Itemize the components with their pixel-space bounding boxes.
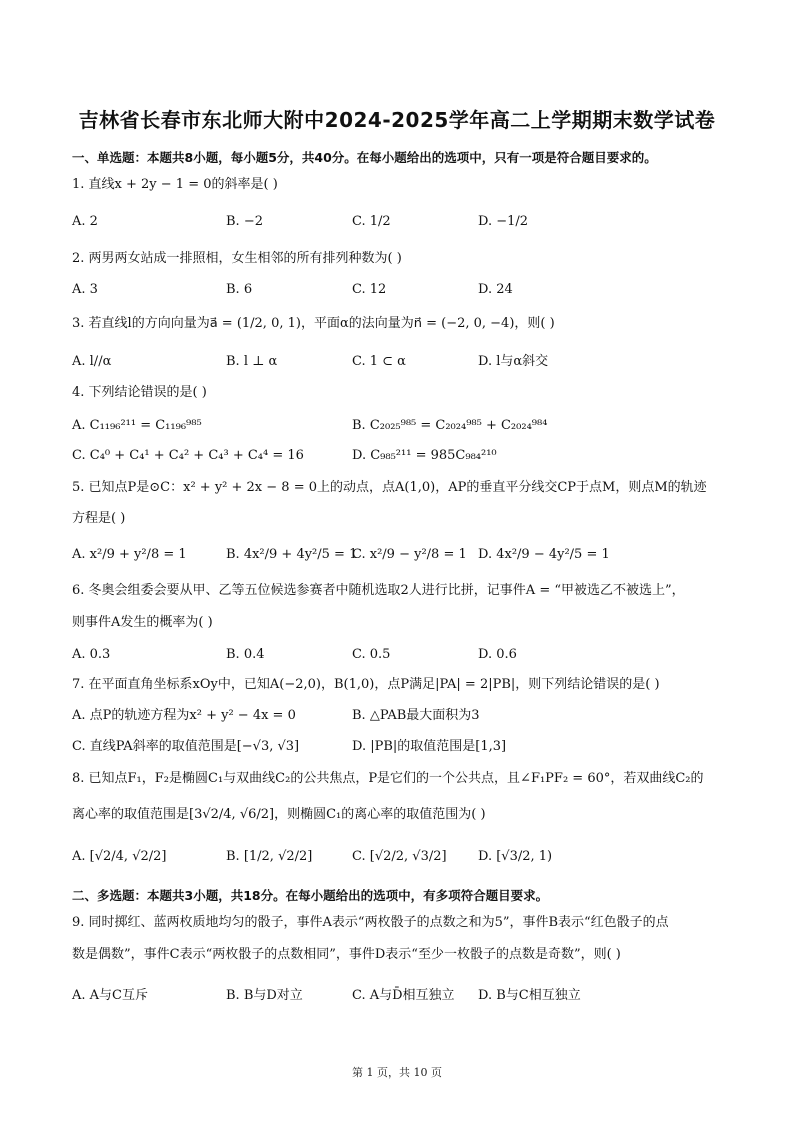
question-7-stem: 7. 在平面直角坐标系xOy中，已知A(−2,0)，B(1,0)，点P满足|PA| = 2|PB|，则下列结论错误的是( ) (72, 677, 660, 692)
question-9-stem-line-2: 数是偶数”，事件C表示“两枚骰子的点数相同”，事件D表示“至少一枚骰子的点数是奇数”，则( ) (72, 947, 621, 962)
exam-title: 吉林省长春市东北师大附中2024-2025学年高二上学期期末数学试卷 (78, 108, 716, 132)
question-8-option-d: D. [√3/2, 1) (478, 849, 553, 864)
question-6-option-d: D. 0.6 (478, 647, 517, 662)
question-7-option-c: C. 直线PA斜率的取值范围是[−√3, √3] (72, 739, 300, 754)
question-6-option-c: C. 0.5 (352, 647, 391, 662)
question-7-option-a: A. 点P的轨迹方程为x² + y² − 4x = 0 (72, 708, 296, 723)
question-4-option-d: D. C₉₈₅²¹¹ = 985C₉₈₄²¹⁰ (352, 448, 497, 463)
question-6-option-a: A. 0.3 (72, 647, 111, 662)
question-5-option-a: A. x²/9 + y²/8 = 1 (72, 547, 187, 562)
question-1-stem: 1. 直线x + 2y − 1 = 0的斜率是( ) (72, 177, 278, 192)
question-5-option-d: D. 4x²/9 − 4y²/5 = 1 (478, 547, 610, 562)
question-8-option-c: C. [√2/2, √3/2] (352, 849, 447, 864)
question-5-stem-line-1: 5. 已知点P是⊙C：x² + y² + 2x − 8 = 0上的动点，点A(1,0)，AP的垂直平分线交CP于点M，则点M的轨迹 (72, 480, 707, 495)
question-3-option-b: B. l ⊥ α (226, 354, 278, 369)
question-4-option-c: C. C₄⁰ + C₄¹ + C₄² + C₄³ + C₄⁴ = 16 (72, 448, 304, 463)
question-6-stem-line-1: 6. 冬奥会组委会要从甲、乙等五位候选参赛者中随机选取2人进行比拼，记事件A = “甲被选乙不被选上”， (72, 583, 685, 598)
question-9-option-a: A. A与C互斥 (72, 988, 148, 1003)
question-3-option-c: C. 1 ⊂ α (352, 354, 406, 369)
question-9-option-d: D. B与C相互独立 (478, 988, 581, 1003)
question-4-option-a: A. C₁₁₉₆²¹¹ = C₁₁₉₆⁹⁸⁵ (72, 418, 202, 433)
page-footer: 第 1 页，共 10 页 (352, 1066, 442, 1079)
question-3-option-d: D. l与α斜交 (478, 354, 549, 369)
section-heading-multi-choice: 二、多选题：本题共3小题，共18分。在每小题给出的选项中，有多项符合题目要求。 (72, 888, 549, 903)
question-2-option-c: C. 12 (352, 282, 387, 297)
question-9-stem-line-1: 9. 同时掷红、蓝两枚质地均匀的骰子，事件A表示“两枚骰子的点数之和为5”，事件B表示“红色骰子的点 (72, 915, 669, 930)
question-1-option-d: D. −1/2 (478, 214, 529, 229)
question-1-option-b: B. −2 (226, 214, 263, 229)
question-8-stem-line-1: 8. 已知点F₁，F₂是椭圆C₁与双曲线C₂的公共焦点，P是它们的一个公共点，且∠F₁PF₂ = 60°，若双曲线C₂的 (72, 771, 704, 786)
question-9-option-c: C. A与D̄相互独立 (352, 988, 455, 1003)
question-8-stem-line-2: 离心率的取值范围是[3√2/4, √6/2]，则椭圆C₁的离心率的取值范围为( ) (72, 807, 486, 822)
question-6-option-b: B. 0.4 (226, 647, 265, 662)
question-5-option-b: B. 4x²/9 + 4y²/5 = 1 (226, 547, 358, 562)
question-6-stem-line-2: 则事件A发生的概率为( ) (72, 615, 213, 630)
question-7-option-b: B. △PAB最大面积为3 (352, 708, 480, 723)
question-8-option-b: B. [1/2, √2/2] (226, 849, 313, 864)
question-1-option-c: C. 1/2 (352, 214, 391, 229)
question-4-stem: 4. 下列结论错误的是( ) (72, 385, 207, 400)
question-1-option-a: A. 2 (72, 214, 98, 229)
question-2-option-d: D. 24 (478, 282, 513, 297)
question-5-stem-line-2: 方程是( ) (72, 511, 126, 526)
question-3-stem: 3. 若直线l的方向向量为a⃗ = (1/2, 0, 1)，平面α的法向量为n⃗ = (−2, 0, −4)，则( ) (72, 316, 555, 331)
section-heading-single-choice: 一、单选题：本题共8小题，每小题5分，共40分。在每小题给出的选项中，只有一项是符合题目要求的。 (72, 150, 657, 165)
question-9-option-b: B. B与D对立 (226, 988, 303, 1003)
question-7-option-d: D. |PB|的取值范围是[1,3] (352, 739, 507, 754)
question-4-option-b: B. C₂₀₂₅⁹⁸⁵ = C₂₀₂₄⁹⁸⁵ + C₂₀₂₄⁹⁸⁴ (352, 418, 548, 433)
question-3-option-a: A. l//α (72, 354, 112, 369)
question-2-option-a: A. 3 (72, 282, 98, 297)
question-5-option-c: C. x²/9 − y²/8 = 1 (352, 547, 467, 562)
question-2-option-b: B. 6 (226, 282, 253, 297)
question-8-option-a: A. [√2/4, √2/2] (72, 849, 167, 864)
question-2-stem: 2. 两男两女站成一排照相，女生相邻的所有排列种数为( ) (72, 251, 402, 266)
